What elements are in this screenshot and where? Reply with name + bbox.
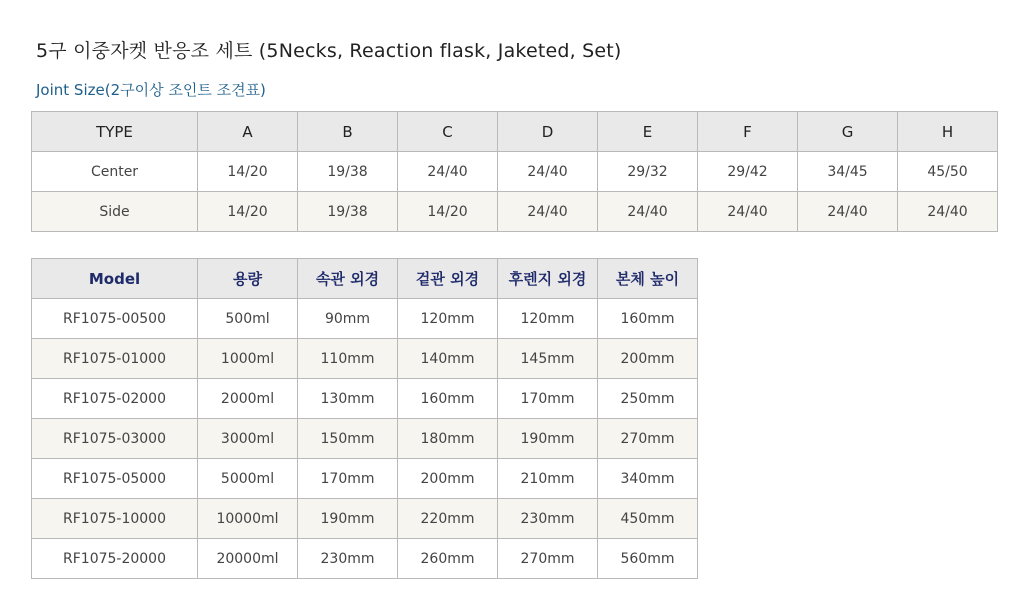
table-cell: 24/40 [598, 192, 698, 232]
table-cell: 24/40 [798, 192, 898, 232]
table-cell: RF1075-10000 [32, 499, 198, 539]
joint-row [32, 152, 998, 192]
joint-header-cell: A [198, 112, 298, 152]
model-header-cell: Model [32, 259, 198, 299]
table-cell: 110mm [298, 339, 398, 379]
model-header-cell: 후렌지 외경 [498, 259, 598, 299]
model-row [32, 459, 698, 499]
table-cell: 130mm [298, 379, 398, 419]
table-cell: 180mm [398, 419, 498, 459]
table-cell: 14/20 [198, 192, 298, 232]
table-cell: 19/38 [298, 192, 398, 232]
joint-size-table [31, 111, 998, 232]
table-cell: 230mm [298, 539, 398, 579]
table-cell: 24/40 [698, 192, 798, 232]
joint-header-cell: B [298, 112, 398, 152]
table-cell: 190mm [298, 499, 398, 539]
table-cell: RF1075-20000 [32, 539, 198, 579]
table-cell: 3000ml [198, 419, 298, 459]
joint-header-cell: TYPE [32, 112, 198, 152]
table-cell: 270mm [598, 419, 698, 459]
table-cell: 560mm [598, 539, 698, 579]
model-header-cell: 겉관 외경 [398, 259, 498, 299]
table-cell: Center [32, 152, 198, 192]
table-cell: 170mm [498, 379, 598, 419]
joint-header-cell: F [698, 112, 798, 152]
model-row [32, 499, 698, 539]
table-cell: 24/40 [398, 152, 498, 192]
table-cell: 120mm [498, 299, 598, 339]
table-cell: 145mm [498, 339, 598, 379]
table-cell: 10000ml [198, 499, 298, 539]
model-row [32, 299, 698, 339]
table-cell: RF1075-02000 [32, 379, 198, 419]
model-header-row [32, 259, 698, 299]
table-cell: 230mm [498, 499, 598, 539]
table-cell: 450mm [598, 499, 698, 539]
table-cell: 20000ml [198, 539, 298, 579]
table-cell: RF1075-00500 [32, 299, 198, 339]
table-cell: 34/45 [798, 152, 898, 192]
page-title: 5구 이중자켓 반응조 세트 (5Necks, Reaction flask, Jaketed, Set) [36, 40, 622, 62]
table-cell: 260mm [398, 539, 498, 579]
model-header-cell: 속관 외경 [298, 259, 398, 299]
table-cell: 500ml [198, 299, 298, 339]
table-cell: 170mm [298, 459, 398, 499]
table-cell: 340mm [598, 459, 698, 499]
table-cell: 2000ml [198, 379, 298, 419]
table-cell: 250mm [598, 379, 698, 419]
joint-header-cell: D [498, 112, 598, 152]
model-header-cell: 본체 높이 [598, 259, 698, 299]
table-cell: RF1075-03000 [32, 419, 198, 459]
table-cell: 24/40 [898, 192, 998, 232]
joint-header-cell: H [898, 112, 998, 152]
joint-header-cell: G [798, 112, 898, 152]
table-cell: 120mm [398, 299, 498, 339]
table-cell: 29/42 [698, 152, 798, 192]
table-cell: 14/20 [398, 192, 498, 232]
table-cell: RF1075-05000 [32, 459, 198, 499]
table-cell: 220mm [398, 499, 498, 539]
joint-row [32, 192, 998, 232]
table-cell: 160mm [398, 379, 498, 419]
table-cell: 14/20 [198, 152, 298, 192]
model-row [32, 539, 698, 579]
table-cell: 5000ml [198, 459, 298, 499]
table-cell: 200mm [598, 339, 698, 379]
joint-size-subtitle: Joint Size(2구이상 조인트 조견표) [36, 81, 266, 99]
model-row [32, 419, 698, 459]
table-cell: 200mm [398, 459, 498, 499]
joint-header-cell: C [398, 112, 498, 152]
table-cell: 19/38 [298, 152, 398, 192]
model-spec-table [31, 258, 698, 579]
table-cell: Side [32, 192, 198, 232]
table-cell: 90mm [298, 299, 398, 339]
table-cell: 24/40 [498, 152, 598, 192]
table-cell: 270mm [498, 539, 598, 579]
table-cell: 140mm [398, 339, 498, 379]
table-cell: 190mm [498, 419, 598, 459]
joint-header-row [32, 112, 998, 152]
table-cell: 29/32 [598, 152, 698, 192]
table-cell: 1000ml [198, 339, 298, 379]
table-cell: 24/40 [498, 192, 598, 232]
table-cell: 45/50 [898, 152, 998, 192]
table-cell: 150mm [298, 419, 398, 459]
model-row [32, 379, 698, 419]
model-row [32, 339, 698, 379]
table-cell: RF1075-01000 [32, 339, 198, 379]
table-cell: 160mm [598, 299, 698, 339]
joint-header-cell: E [598, 112, 698, 152]
model-header-cell: 용량 [198, 259, 298, 299]
table-cell: 210mm [498, 459, 598, 499]
